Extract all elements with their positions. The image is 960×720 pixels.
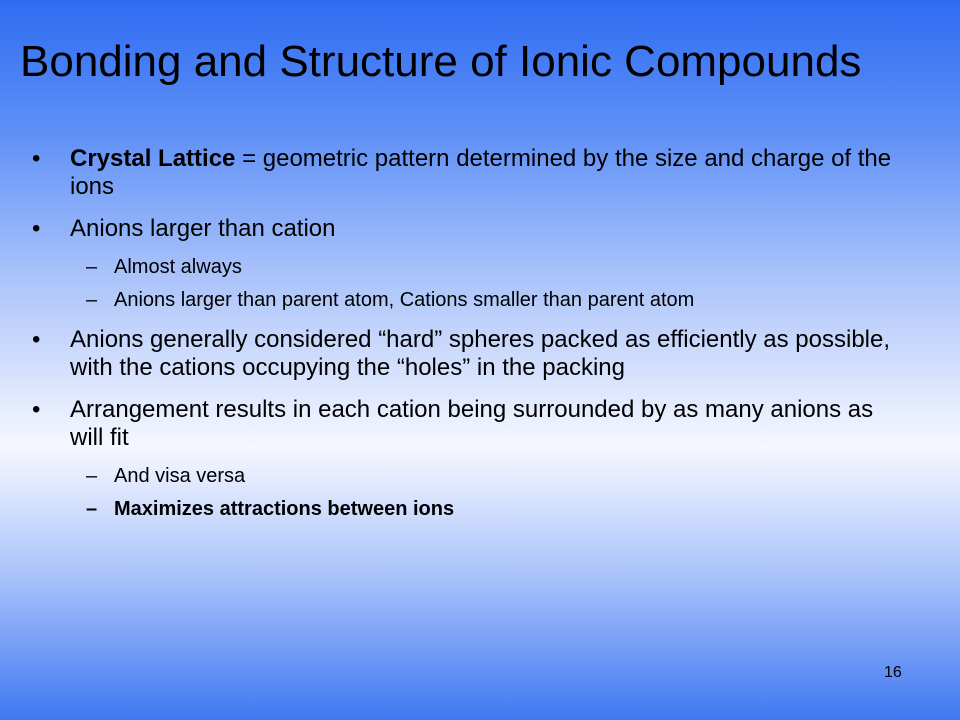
bullet-item-anions-larger — [32, 215, 912, 243]
bullet-item-crystal-lattice — [32, 145, 912, 201]
sub-bullet-text: And visa versa — [114, 465, 246, 487]
bullet-text: = geometric pattern determined by the size and charge of the ions — [70, 145, 892, 200]
slide-number: 16 — [884, 664, 902, 681]
sub-bullet-dash: – — [86, 465, 98, 487]
sub-bullet-dash: – — [86, 289, 98, 311]
sub-bullet-text: Almost always — [114, 256, 242, 278]
bullet-dot: • — [32, 326, 41, 353]
sub-bullet-dash: – — [86, 256, 98, 278]
bullet-list — [32, 145, 912, 532]
bullet-term: Crystal Lattice — [70, 145, 236, 172]
sub-bullet-text: Maximizes attractions between ions — [114, 498, 455, 520]
bullet-text: Anions larger than cation — [70, 215, 336, 242]
bullet-dot: • — [32, 215, 41, 242]
sub-item-parent-atom — [32, 288, 912, 312]
bullet-item-hard-spheres — [32, 326, 912, 382]
sub-item-visa-versa — [32, 464, 912, 488]
bullet-text: Arrangement results in each cation being surrounded by as many anions as will fit — [70, 396, 874, 451]
slide-title: Bonding and Structure of Ionic Compounds — [20, 37, 862, 86]
sub-item-maximizes — [32, 497, 912, 521]
sub-bullet-text: Anions larger than parent atom, Cations smaller than parent atom — [114, 289, 695, 311]
bullet-text: Anions generally considered “hard” spheres packed as efficiently as possible, with the cations occupying the “holes” in the packing — [70, 326, 891, 381]
bullet-dot: • — [32, 145, 41, 172]
sub-bullet-dash: – — [86, 498, 98, 520]
bullet-dot: • — [32, 396, 41, 423]
sub-item-almost-always — [32, 255, 912, 279]
bullet-item-arrangement — [32, 396, 912, 452]
